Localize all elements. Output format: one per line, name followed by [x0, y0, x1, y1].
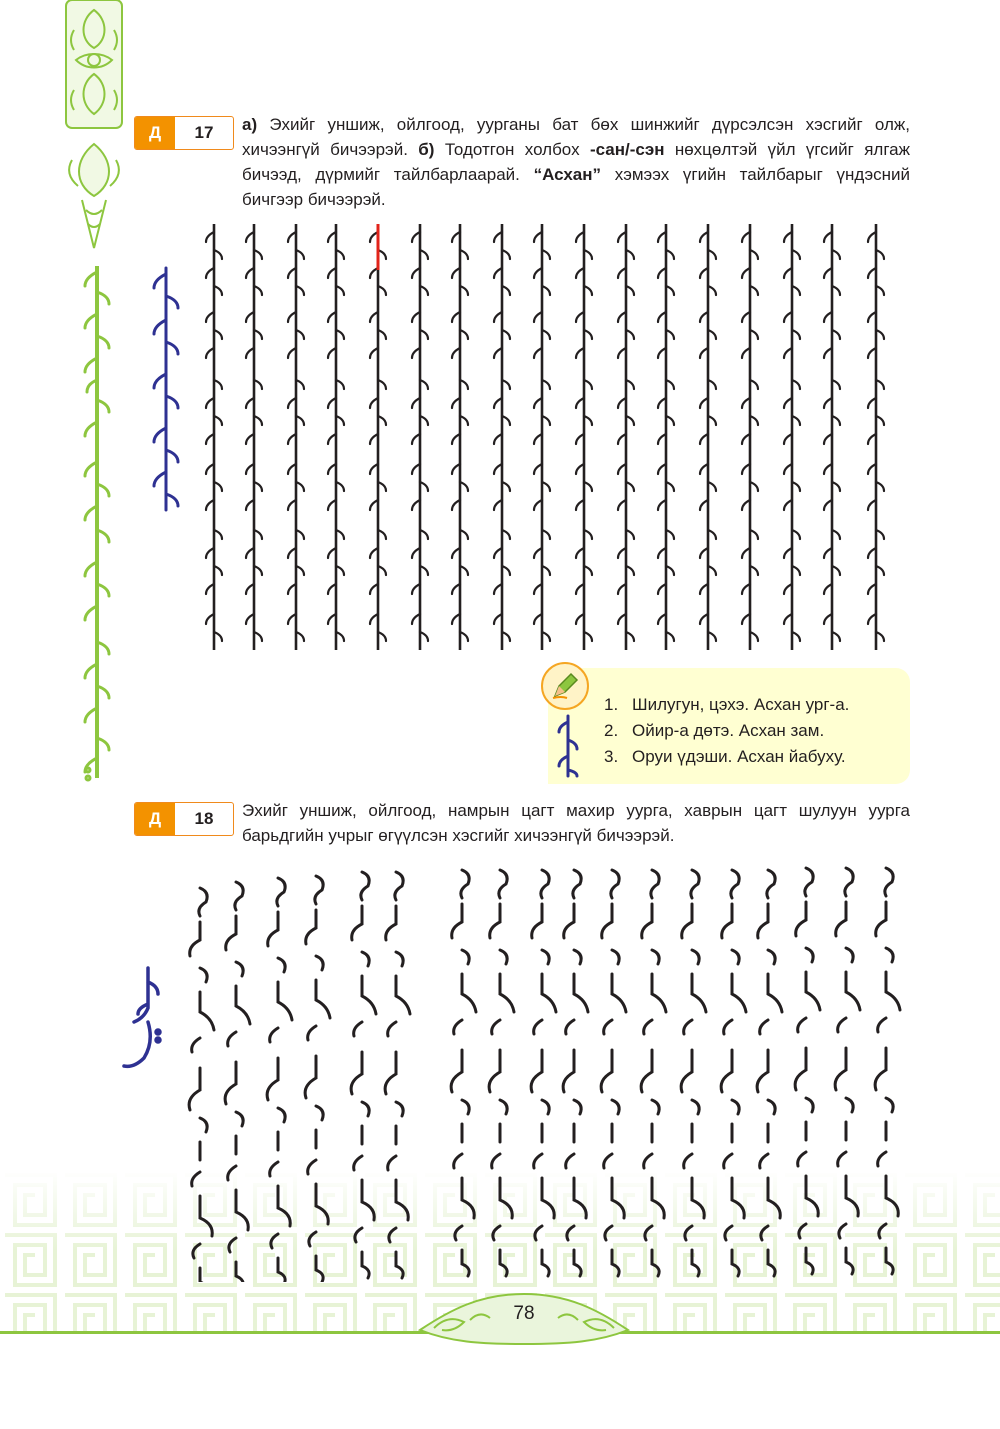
exercise-18-label — [134, 802, 234, 836]
part-b-label: б) — [418, 140, 435, 159]
page-number: 78 — [513, 1303, 535, 1324]
exercise-17-script-title — [146, 264, 186, 514]
side-ornament — [62, 140, 126, 252]
exercise-number: 18 — [194, 809, 214, 828]
exercise-17-script-text — [196, 220, 910, 670]
pencil-icon — [541, 662, 589, 710]
hint-list — [604, 692, 849, 770]
hint-item: 1. Шилугун, цэхэ. Асхан ург-а. — [604, 695, 850, 714]
part-b-text: Тодотгон холбох — [434, 140, 590, 159]
exercise-18-script-text — [170, 862, 910, 1282]
part-b-text-3: хэмээх үгийн тайлбарыг үндэсний бичгээр бичээрэй. — [242, 165, 910, 209]
exercise-17-label — [134, 116, 234, 150]
exercise-letter: Д — [135, 117, 175, 149]
exercise-17-instructions — [242, 112, 910, 212]
part-b-text-2: нөхцөлтэй үйл үгсийг ялгаж бичээд, дүрмийг тайлбарлаарай. — [242, 140, 911, 184]
exercise-18-instructions: Эхийг уншиж, ойлгоод, намрын цагт махир уурга, хаврын цагт шулуун уурга барьдгийн учрыг өгүүлсэн хэсгийг хичээнгүй бичээрэй. — [242, 801, 910, 845]
hint-script-word — [554, 714, 580, 778]
hint-item: 3. Оруи үдэши. Асхан йабуху. — [604, 747, 846, 766]
exercise-number: 17 — [194, 123, 214, 142]
quoted-word: “Асхан” — [533, 165, 602, 184]
top-ornament — [62, 0, 126, 132]
exercise-letter: Д — [135, 803, 175, 835]
exercise-18-script-title — [118, 962, 170, 1074]
part-a-label: а) — [242, 115, 258, 134]
suffix-text: -сан/-сэн — [589, 140, 665, 159]
chapter-title-vertical — [80, 262, 114, 782]
hint-item: 2. Ойир-а дөтэ. Асхан зам. — [604, 721, 825, 740]
part-a-text: Эхийг уншиж, ойлгоод, уурганы бат бөх шинжийг дүрсэлсэн хэсгийг олж, хичээнгүй бичээрэй. — [242, 115, 910, 159]
